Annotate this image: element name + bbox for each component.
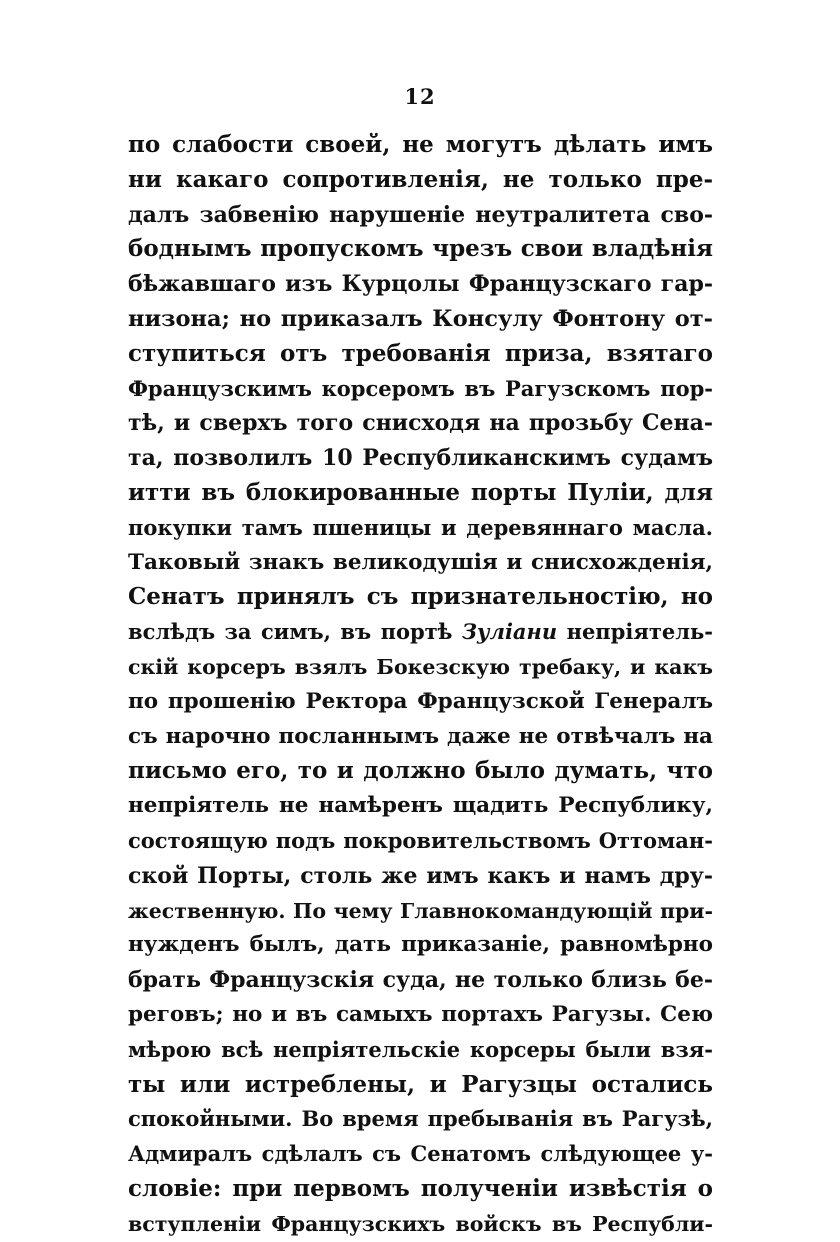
text-line: словіе: при первомъ полученіи извѣстія о xyxy=(128,1174,713,1202)
page-number: 12 xyxy=(404,84,436,109)
body-text xyxy=(128,128,713,1242)
text-line: боднымъ пропускомъ чрезъ свои владѣнія xyxy=(128,235,713,263)
text-line: жественную. По чему Главнокомандующій при- xyxy=(128,898,713,923)
text-line: письмо его, то и должно было думать, что xyxy=(128,757,713,785)
text-line: ни какаго сопротивленія, не только пре- xyxy=(128,165,713,193)
text-line: бѣжавшаго изъ Курцолы Французскаго гар- xyxy=(128,271,713,298)
text-line: та, позволилъ 10 Республиканскимъ судамъ xyxy=(128,445,713,472)
text-line: нужденъ былъ, дать приказаніе, равномѣрно xyxy=(128,932,713,958)
text-line: Адмиралъ сдѣлалъ съ Сенатомъ слѣдующее у- xyxy=(128,1141,713,1167)
text-line: вступленіи Французскихъ войскъ въ Республи- xyxy=(128,1211,713,1236)
text-line: далъ забвенію нарушеніе неутралитета сво- xyxy=(128,201,713,228)
text-line: низона; но приказалъ Консулу Фонтону от- xyxy=(128,305,713,332)
text-line: реговъ; но и въ самыхъ портахъ Рагузы. Сею xyxy=(128,1001,713,1027)
text-line: скій корсеръ взялъ Бокезскую требаку, и какъ xyxy=(128,654,713,679)
text-line: мѣрою всѣ непріятельскіе корсеры были взя- xyxy=(128,1036,713,1062)
text-line: итти въ блокированные порты Пуліи, для xyxy=(128,478,713,506)
text-line: состоящую подъ покровительствомъ Оттоман- xyxy=(128,827,713,853)
text-line: Французскимъ корсеромъ въ Рагузскомъ пор- xyxy=(128,375,713,401)
text-line: брать Французскія суда, не только близь бе- xyxy=(128,967,713,994)
text-line: спокойными. Во время пребыванія въ Рагузѣ, xyxy=(128,1106,713,1132)
text-line: непріятель не намѣренъ щадить Республику, xyxy=(128,793,713,819)
text-line: съ нарочно посланнымъ даже не отвѣчалъ на xyxy=(128,723,713,749)
text-line: вслѣдъ за симъ, въ портѣ Зуліани непріятель- xyxy=(128,619,713,645)
text-line: тѣ, и сверхъ того снисходя на прозьбу Сена- xyxy=(128,410,713,437)
text-line: ступиться отъ требованія приза, взятаго xyxy=(128,339,713,367)
text-line: по слабости своей, не могутъ дѣлать имъ xyxy=(128,131,713,158)
text-line: покупки тамъ пшеницы и деревяннаго масла. xyxy=(128,514,713,540)
text-line: Сенатъ принялъ съ признательностію, но xyxy=(128,583,713,611)
italic-place-name: Зуліани xyxy=(461,619,558,645)
text-line: ской Порты, столь же имъ какъ и намъ дру- xyxy=(128,862,713,889)
text-line: ты или истреблены, и Рагузцы остались xyxy=(128,1070,713,1098)
text-line: по прошенію Ректора Французской Генералъ xyxy=(128,688,713,714)
text-line: Таковый знакъ великодушія и снисхожденія, xyxy=(128,549,713,575)
